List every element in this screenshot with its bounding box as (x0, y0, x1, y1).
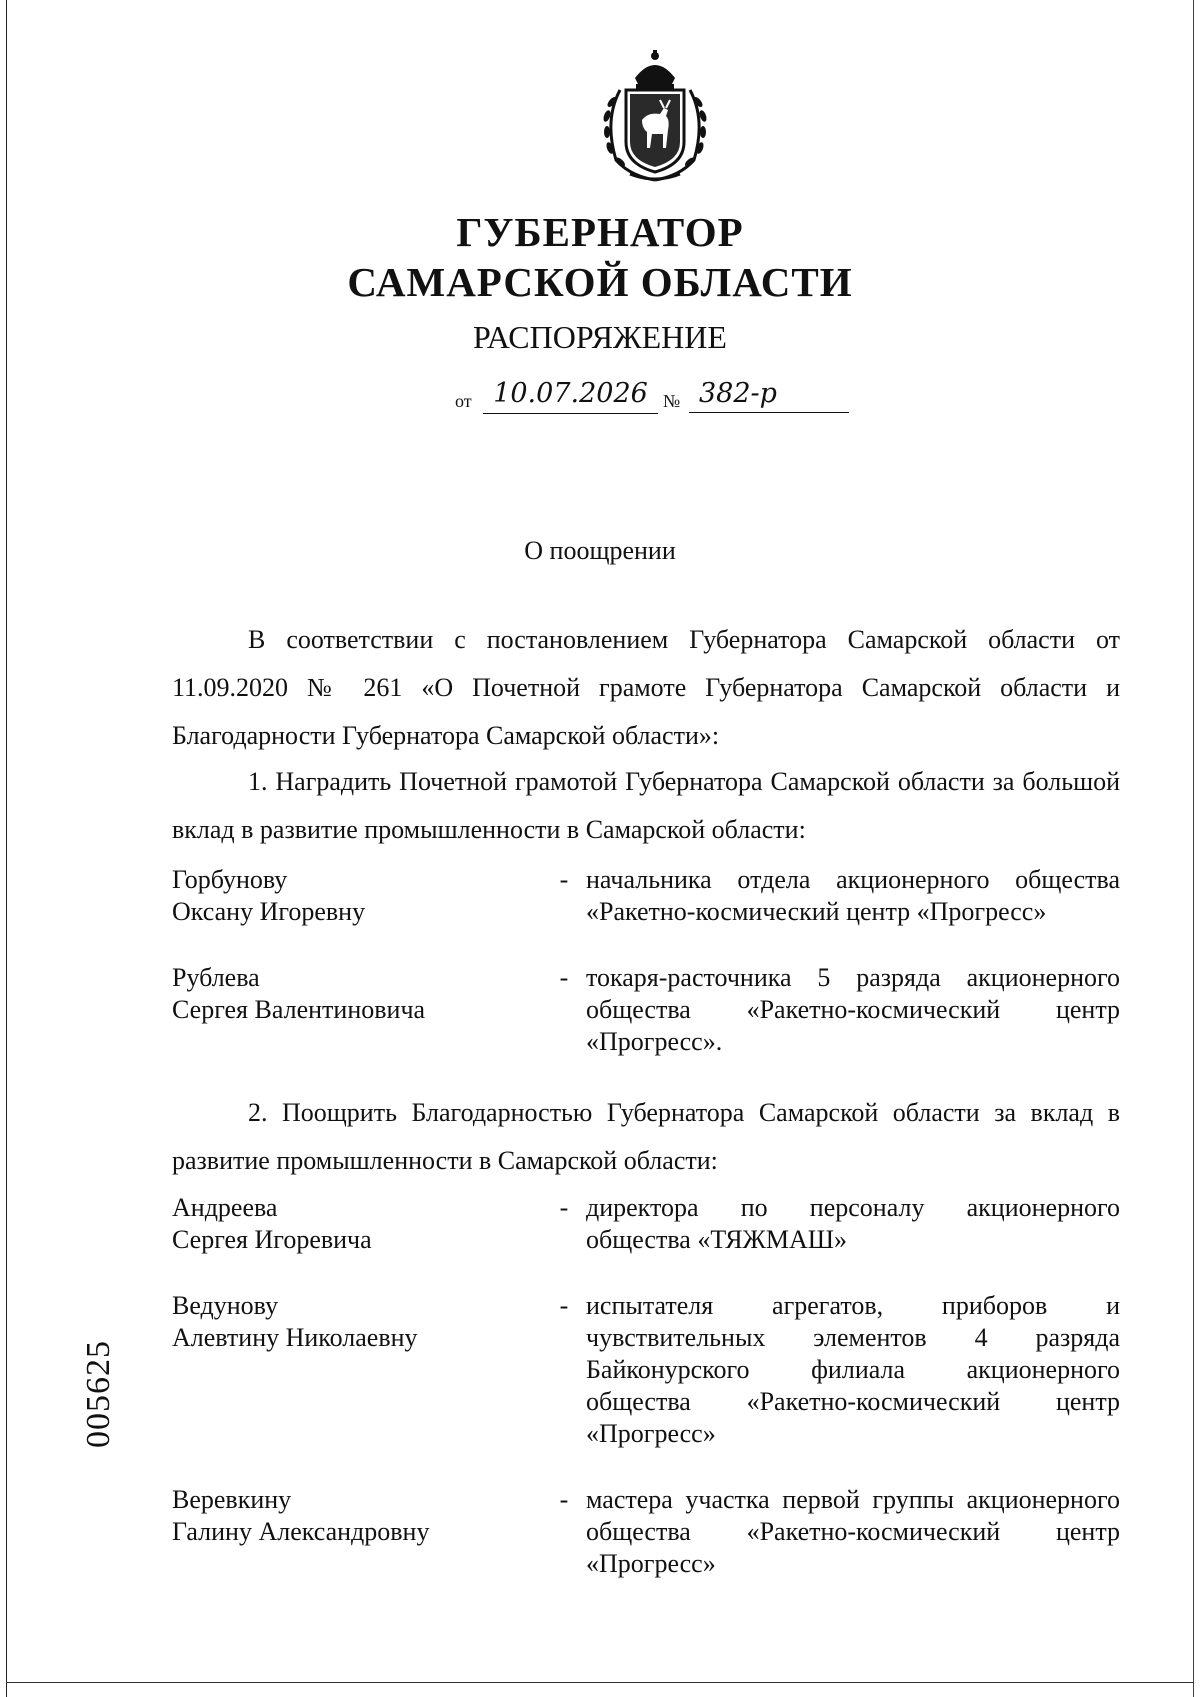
awardee-position: директора по персоналу акционерного общества «ТЯЖМАШ» (586, 1193, 1120, 1254)
row-dash: - (559, 1193, 569, 1222)
awardee-surname: Ведунову (172, 1291, 279, 1320)
preamble-paragraph: В соответствии с постановлением Губернатора Самарской области от 11.09.2020 № 261 «О Почетной грамоте Губернатора Самарской области и Благодарности Губернатора Самарской области»: (172, 625, 1120, 750)
awardee-position: начальника отдела акционерного общества «Ракетно-космический центр «Прогресс» (586, 865, 1120, 926)
awardee-position: токаря-расточника 5 разряда акционерного общества «Ракетно-космический центр «Прогресс». (586, 963, 1120, 1056)
date-label: от (455, 391, 472, 411)
awardee-position: испытателя агрегатов, приборов и чувствительных элементов 4 разряда Байконурского филиала акционерного общества «Ракетно-космический центр «Прогресс» (586, 1291, 1120, 1448)
awardee-name (172, 1192, 552, 1256)
awardee-name (172, 864, 552, 928)
serial-number-stamp: 005625 (80, 1340, 117, 1448)
authority-title-line2: САМАРСКОЙ ОБЛАСТИ (347, 259, 853, 305)
row-dash: - (559, 865, 569, 894)
document-subject: О поощрении (524, 536, 676, 565)
coat-of-arms-emblem (590, 50, 720, 184)
awardee-position: мастера участка первой группы акционерного общества «Ракетно-космический центр «Прогресс» (586, 1485, 1120, 1578)
row-dash: - (559, 1485, 569, 1514)
authority-title-line1: ГУБЕРНАТОР (456, 209, 744, 255)
awardee-surname: Рублева (172, 963, 260, 992)
awardee-given-names: Сергея Игоревича (172, 1225, 372, 1254)
item-2-paragraph: 2. Поощрить Благодарностью Губернатора Самарской области за вклад в развитие промышленности в Самарской области: (172, 1098, 1120, 1175)
awardee-surname: Горбунову (172, 865, 288, 894)
page-edge-bottom (6, 1682, 1194, 1683)
date-number-line (455, 379, 845, 415)
awardee-surname: Андреева (172, 1193, 278, 1222)
awardee-given-names: Алевтину Николаевну (172, 1323, 418, 1352)
row-dash: - (559, 1291, 569, 1320)
awardee-given-names: Сергея Валентиновича (172, 995, 426, 1024)
document-date: 10.07.2026 (483, 379, 658, 414)
awardee-name (172, 962, 552, 1026)
awardee-name (172, 1484, 552, 1548)
awardee-surname: Веревкину (172, 1485, 292, 1514)
number-label: № (663, 391, 681, 411)
row-dash: - (559, 963, 569, 992)
awardee-given-names: Галину Александровну (172, 1517, 430, 1546)
awardee-given-names: Оксану Игоревну (172, 897, 366, 926)
document-type: РАСПОРЯЖЕНИЕ (473, 319, 727, 355)
awardee-name (172, 1290, 552, 1354)
item-1-paragraph: 1. Наградить Почетной грамотой Губернатора Самарской области за большой вклад в развитие промышленности в Самарской области: (172, 767, 1120, 844)
document-number: 382-р (689, 379, 849, 413)
